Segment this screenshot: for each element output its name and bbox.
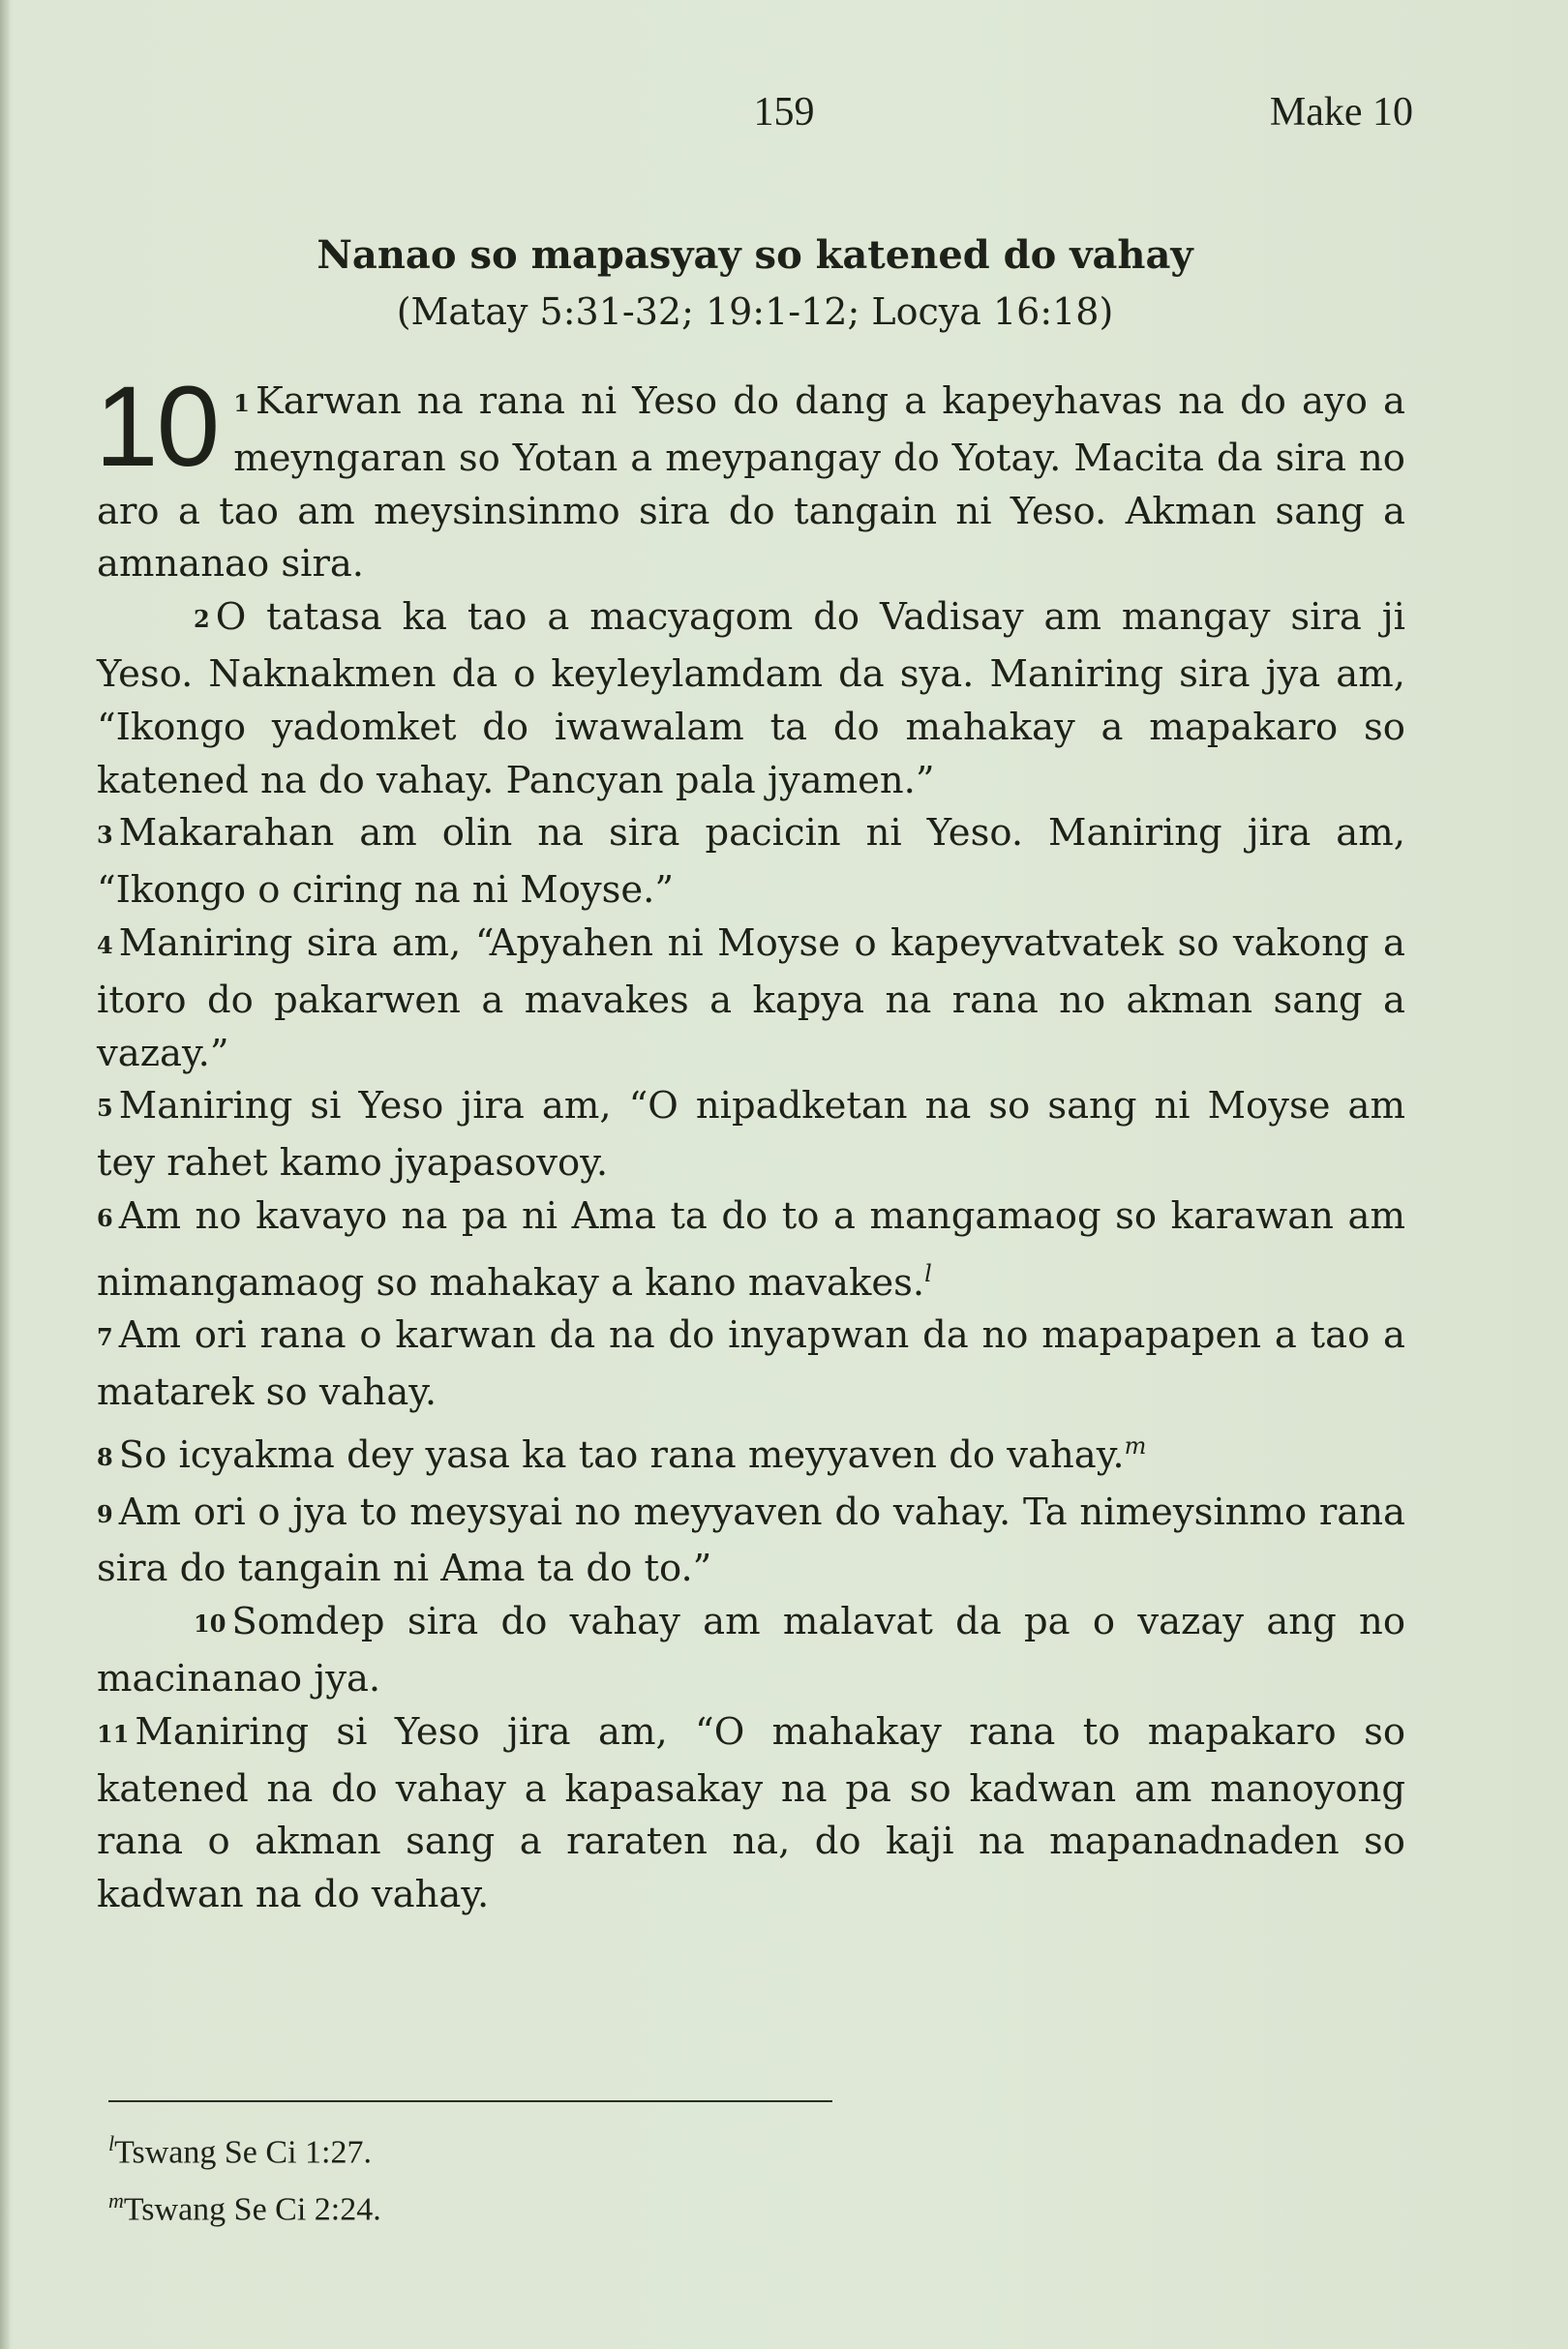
footnote-marker[interactable]: m — [1124, 1431, 1147, 1460]
verse-paragraph — [97, 1596, 1405, 1706]
verse-number: 6 — [97, 1203, 113, 1232]
verse-paragraph — [97, 1487, 1405, 1597]
verse-text: Maniring si Yeso jira am, “O mahakay rana to mapakaro so katened na do vahay a kapasakay na pa so kadwan am manoyong rana o akman sang a raraten na, do kaji na mapanadnaden so kadwan na do vahay. — [97, 1709, 1405, 1917]
running-head — [97, 89, 1413, 147]
verse-text: Makarahan am olin na sira pacicin ni Yeso. Maniring jira am, “Ikongo o ciring na ni Moyse.” — [97, 811, 1405, 913]
footnote-item — [108, 2120, 1270, 2177]
footnote-divider — [108, 2100, 832, 2102]
section-heading: Nanao so mapasyay so katened do vahay — [317, 232, 1193, 278]
footnote-text: Tswang Se Ci 2:24. — [123, 2191, 381, 2228]
verse-paragraph — [97, 1310, 1405, 1420]
verse-number: 3 — [97, 821, 113, 850]
verse-text: Am no kavayo na pa ni Ama ta do to a mangamaog so karawan am nimangamaog so mahakay a kano mavakes. — [97, 1193, 1405, 1305]
verse-text: So icyakma dey yasa ka tao rana meyyaven do vahay. — [118, 1432, 1125, 1477]
verse-paragraph — [97, 807, 1405, 918]
verse-text: Karwan na rana ni Yeso do dang a kapeyhavas na do ayo a meyngaran so Yotan a meypangay do Yotay. Macita da sira no aro a tao am meysinsinmo sira do tangain ni Yeso. Akman sang a amnanao sira. — [97, 379, 1405, 587]
verse-number: 4 — [97, 930, 113, 959]
book-chapter-ref: Make 10 — [1269, 90, 1413, 135]
verse-number: 5 — [97, 1094, 113, 1123]
verse-text: Am ori o jya to meysyai no meyyaven do vahay. Ta nimeysinmo rana sira do tangain ni Ama ta do to.” — [97, 1490, 1405, 1591]
verse-number: 11 — [97, 1719, 130, 1748]
verse-number: 2 — [194, 605, 210, 634]
scripture-text — [95, 363, 1405, 1922]
verse-number: 9 — [97, 1499, 113, 1528]
verse-text: Maniring sira am, “Apyahen ni Moyse o kapeyvatvatek so vakong a itoro do pakarwen a mavakes a kapya na rana no akman sang a vazay.” — [97, 920, 1405, 1075]
verse-paragraph — [97, 591, 1405, 807]
chapter-number: 10 — [95, 363, 219, 491]
footnote-item — [108, 2177, 1270, 2234]
verse-paragraph — [97, 1080, 1405, 1190]
verse-text: Am ori rana o karwan da na do inyapwan da no mapapapen a tao a matarek so vahay. — [97, 1313, 1405, 1415]
verse-paragraph — [97, 1190, 1405, 1310]
footnote-label: l — [108, 2131, 115, 2155]
binding-edge — [0, 0, 10, 2349]
footnote-text: Tswang Se Ci 1:27. — [114, 2134, 372, 2171]
section-cross-references: (Matay 5:31-32; 19:1-12; Locya 16:18) — [396, 290, 1114, 333]
verse-paragraph — [95, 363, 1405, 591]
verse-paragraph — [97, 1706, 1405, 1922]
page-number: 159 — [753, 90, 815, 135]
verse-number: 10 — [194, 1610, 226, 1639]
verse-number: 8 — [97, 1442, 113, 1471]
footnote-marker[interactable]: l — [924, 1259, 932, 1287]
verse-text: Somdep sira do vahay am malavat da pa o vazay ang no macinanao jya. — [97, 1600, 1405, 1701]
verse-number: 7 — [97, 1323, 113, 1352]
verse-paragraph — [97, 1420, 1405, 1487]
verse-text: O tatasa ka tao a macyagom do Vadisay am mangay sira ji Yeso. Naknakmen da o keyleylamdam da sya. Maniring sira jya am, “Ikongo yadomket do iwawalam ta do mahakay a mapakaro so katened na do vahay. Pancyan pala jyamen.” — [97, 595, 1405, 802]
verse-number: 1 — [233, 389, 250, 417]
verse-paragraph — [97, 918, 1405, 1080]
verse-text: Maniring si Yeso jira am, “O nipadketan na so sang ni Moyse am tey rahet kamo jyapasovoy. — [97, 1084, 1405, 1186]
footnotes — [108, 2120, 1270, 2235]
footnote-label: m — [108, 2188, 124, 2213]
